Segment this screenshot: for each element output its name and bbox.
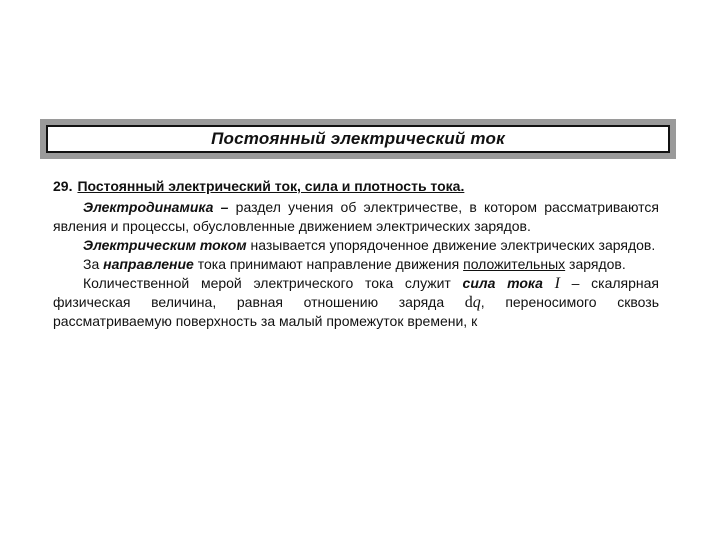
- section-number: 29.: [53, 178, 73, 194]
- term-current-strength: сила тока: [462, 275, 543, 291]
- paragraph-direction: [53, 255, 659, 274]
- title-banner: [40, 119, 676, 159]
- strength-lead: Количественной мерой электрического тока служит: [83, 275, 463, 291]
- section-heading: [53, 177, 659, 196]
- definition-electrodynamics: раздел учения об электричестве, в котором рассматриваются явления и процессы, обусловленные движением электрических зарядов.: [53, 199, 660, 234]
- definition-electric-current: называется упорядоченное движение электрических зарядов.: [246, 237, 656, 253]
- direction-lead: За: [83, 256, 104, 272]
- symbol-current: I: [554, 275, 560, 292]
- direction-mid: тока принимают направление движения: [193, 256, 464, 272]
- term-electrodynamics: Электродинамика –: [83, 199, 229, 215]
- direction-positive: положительных: [463, 256, 566, 272]
- symbol-charge: [465, 294, 481, 311]
- strength-tail: , переносимого сквозь рассматриваемую поверхность за малый промежуток времени, к: [53, 294, 659, 329]
- symbol-d: d: [464, 294, 473, 311]
- document-body: [53, 177, 659, 331]
- paragraph-electric-current: [53, 236, 659, 255]
- title-box: [46, 125, 670, 153]
- paragraph-electrodynamics: [53, 198, 659, 236]
- term-direction: направление: [103, 256, 194, 272]
- paragraph-current-strength: [53, 274, 659, 331]
- section-title: Постоянный электрический ток, сила и плотность тока.: [77, 178, 465, 194]
- direction-tail: зарядов.: [565, 256, 626, 272]
- strength-mid: – скалярная физическая величина, равная отношению заряда: [53, 275, 659, 310]
- slide-title: Постоянный электрический ток: [211, 129, 505, 148]
- term-electric-current: Электрическим током: [83, 237, 247, 253]
- symbol-q: q: [472, 294, 481, 311]
